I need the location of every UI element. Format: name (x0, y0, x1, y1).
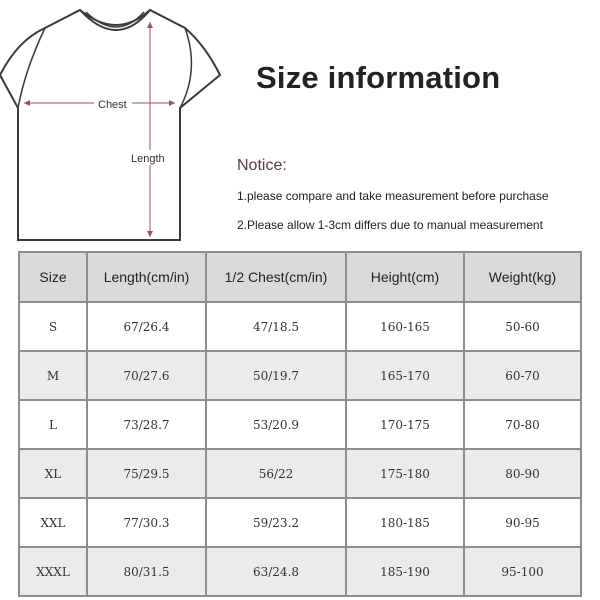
cell-half-chest: 59/23.2 (206, 498, 346, 547)
cell-half-chest: 56/22 (206, 449, 346, 498)
cell-half-chest: 63/24.8 (206, 547, 346, 596)
cell-length: 70/27.6 (87, 351, 206, 400)
cell-size: XXL (19, 498, 87, 547)
notice-item: 1.please compare and take measurement before purchase (237, 189, 549, 203)
table-row (19, 498, 581, 547)
cell-length: 75/29.5 (87, 449, 206, 498)
cell-weight: 50-60 (464, 302, 581, 351)
cell-height: 175-180 (346, 449, 464, 498)
cell-size: XXXL (19, 547, 87, 596)
cell-size: XL (19, 449, 87, 498)
cell-half-chest: 50/19.7 (206, 351, 346, 400)
size-table (18, 251, 580, 595)
table-row (19, 400, 581, 449)
cell-height: 185-190 (346, 547, 464, 596)
cell-weight: 60-70 (464, 351, 581, 400)
table-row (19, 302, 581, 351)
table-row (19, 547, 581, 596)
header-height: Height(cm) (346, 252, 464, 302)
cell-length: 67/26.4 (87, 302, 206, 351)
table-row (19, 449, 581, 498)
cell-size: L (19, 400, 87, 449)
tshirt-outline (0, 10, 220, 240)
table-row (19, 351, 581, 400)
page-title: Size information (256, 60, 501, 95)
header-length: Length(cm/in) (87, 252, 206, 302)
cell-height: 160-165 (346, 302, 464, 351)
cell-size: S (19, 302, 87, 351)
notice-heading: Notice: (237, 157, 287, 174)
header-weight: Weight(kg) (464, 252, 581, 302)
tshirt-diagram (0, 0, 240, 250)
header-size: Size (19, 252, 87, 302)
cell-weight: 95-100 (464, 547, 581, 596)
cell-weight: 90-95 (464, 498, 581, 547)
cell-half-chest: 53/20.9 (206, 400, 346, 449)
cell-weight: 70-80 (464, 400, 581, 449)
chest-label: Chest (98, 99, 127, 111)
cell-weight: 80-90 (464, 449, 581, 498)
cell-length: 73/28.7 (87, 400, 206, 449)
table-header-row (19, 252, 581, 302)
cell-height: 170-175 (346, 400, 464, 449)
length-label: Length (131, 153, 165, 165)
cell-height: 180-185 (346, 498, 464, 547)
tshirt-illustration (0, 0, 240, 250)
cell-length: 80/31.5 (87, 547, 206, 596)
cell-length: 77/30.3 (87, 498, 206, 547)
cell-height: 165-170 (346, 351, 464, 400)
notice-item: 2.Please allow 1-3cm differs due to manual measurement (237, 218, 543, 232)
header-half-chest: 1/2 Chest(cm/in) (206, 252, 346, 302)
cell-half-chest: 47/18.5 (206, 302, 346, 351)
cell-size: M (19, 351, 87, 400)
